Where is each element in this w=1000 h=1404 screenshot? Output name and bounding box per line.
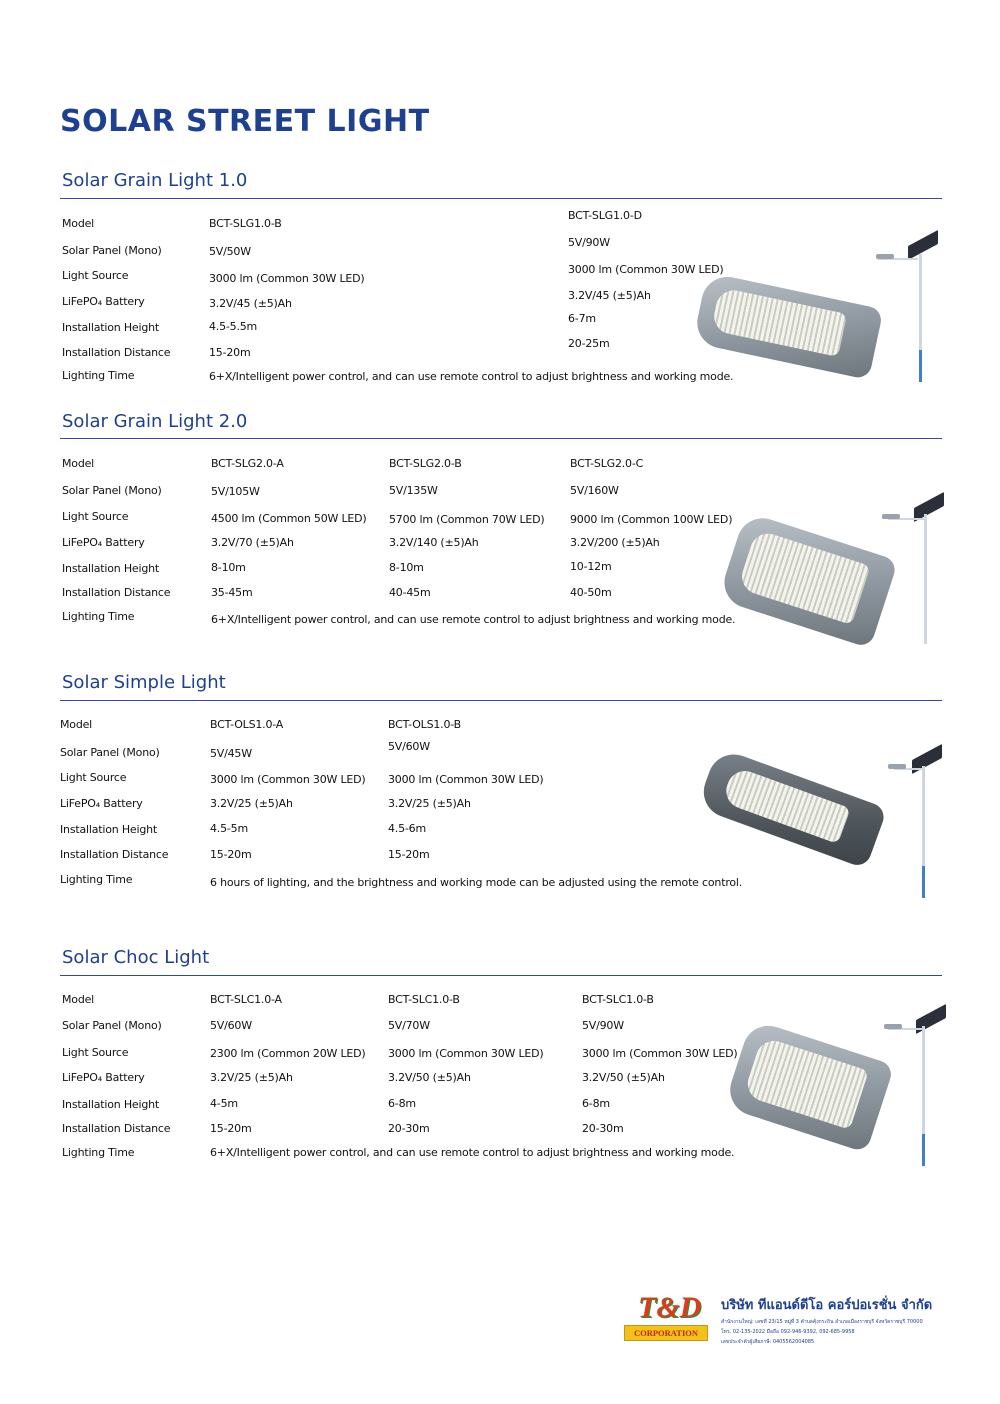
spec-distance: 40-50m bbox=[570, 586, 612, 599]
spec-height: 8-10m bbox=[389, 561, 424, 574]
spec-battery: 3.2V/70 (±5)Ah bbox=[211, 536, 294, 549]
spec-height: 4.5-5.5m bbox=[209, 320, 258, 333]
row-label-model: Model bbox=[62, 217, 95, 230]
spec-battery: 3.2V/45 (±5)Ah bbox=[568, 289, 651, 302]
row-label-distance: Installation Distance bbox=[62, 1122, 171, 1135]
section-title-simple: Solar Simple Light bbox=[62, 672, 226, 693]
section-title-choc: Solar Choc Light bbox=[62, 947, 210, 968]
spec-panel: 5V/90W bbox=[568, 236, 610, 249]
spec-model: BCT-SLC1.0-B bbox=[388, 993, 460, 1006]
row-label-light: Light Source bbox=[62, 510, 129, 523]
spec-panel: 5V/105W bbox=[211, 485, 260, 498]
spec-distance: 15-20m bbox=[388, 848, 430, 861]
row-label-lighting-time: Lighting Time bbox=[62, 610, 135, 623]
row-label-model: Model bbox=[62, 457, 95, 470]
section-divider bbox=[60, 700, 942, 701]
row-label-lighting-time: Lighting Time bbox=[62, 1146, 135, 1159]
spec-battery: 3.2V/140 (±5)Ah bbox=[389, 536, 479, 549]
spec-height: 4.5-5m bbox=[210, 822, 248, 835]
spec-panel: 5V/50W bbox=[209, 245, 251, 258]
row-label-height: Installation Height bbox=[62, 321, 159, 334]
spec-distance: 35-45m bbox=[211, 586, 253, 599]
spec-height: 6-7m bbox=[568, 312, 596, 325]
spec-panel: 5V/45W bbox=[210, 747, 252, 760]
spec-model: BCT-SLG1.0-D bbox=[568, 209, 642, 222]
spec-model: BCT-SLC1.0-B bbox=[582, 993, 654, 1006]
spec-height: 4.5-6m bbox=[388, 822, 426, 835]
spec-light: 2300 lm (Common 20W LED) bbox=[210, 1047, 366, 1060]
row-label-battery: LiFePO₄ Battery bbox=[62, 536, 145, 549]
spec-height: 4-5m bbox=[210, 1097, 238, 1110]
row-label-height: Installation Height bbox=[62, 562, 159, 575]
spec-light: 3000 lm (Common 30W LED) bbox=[209, 272, 365, 285]
row-label-lighting-time: Lighting Time bbox=[60, 873, 133, 886]
product-image-grain-2 bbox=[726, 490, 956, 650]
row-label-height: Installation Height bbox=[60, 823, 157, 836]
product-image-choc bbox=[728, 1008, 958, 1168]
logo-text: T&D bbox=[638, 1291, 702, 1324]
section-divider bbox=[60, 975, 942, 976]
page-title: SOLAR STREET LIGHT bbox=[60, 104, 430, 139]
spec-panel: 5V/60W bbox=[388, 740, 430, 753]
section-title-grain-1: Solar Grain Light 1.0 bbox=[62, 170, 248, 191]
spec-battery: 3.2V/25 (±5)Ah bbox=[210, 797, 293, 810]
spec-battery: 3.2V/50 (±5)Ah bbox=[582, 1071, 665, 1084]
spec-light: 3000 lm (Common 30W LED) bbox=[568, 263, 724, 276]
spec-lighting-time: 6+X/Intelligent power control, and can use remote control to adjust brightness and working mode. bbox=[209, 370, 734, 383]
spec-battery: 3.2V/50 (±5)Ah bbox=[388, 1071, 471, 1084]
row-label-battery: LiFePO₄ Battery bbox=[62, 1071, 145, 1084]
company-address: สำนักงานใหญ่: เลขที่ 23/15 หมู่ที่ 3 ตำบลคุ้งกระถิน อำเภอเมืองราชบุรี จังหวัดราชบุรี 70000 bbox=[721, 1319, 923, 1325]
row-label-panel: Solar Panel (Mono) bbox=[62, 484, 162, 497]
row-label-height: Installation Height bbox=[62, 1098, 159, 1111]
row-label-light: Light Source bbox=[62, 269, 129, 282]
row-label-panel: Solar Panel (Mono) bbox=[60, 746, 160, 759]
row-label-light: Light Source bbox=[62, 1046, 129, 1059]
spec-model: BCT-SLG1.0-B bbox=[209, 217, 282, 230]
spec-battery: 3.2V/25 (±5)Ah bbox=[210, 1071, 293, 1084]
row-label-battery: LiFePO₄ Battery bbox=[62, 295, 145, 308]
spec-panel: 5V/160W bbox=[570, 484, 619, 497]
spec-light: 3000 lm (Common 30W LED) bbox=[582, 1047, 738, 1060]
company-phone: โทร. 02-135-2022 มือถือ 092-946-9392, 092-685-9958 bbox=[721, 1329, 855, 1335]
spec-battery: 3.2V/200 (±5)Ah bbox=[570, 536, 660, 549]
row-label-model: Model bbox=[60, 718, 93, 731]
spec-panel: 5V/135W bbox=[389, 484, 438, 497]
company-logo bbox=[624, 1291, 706, 1343]
spec-lighting-time: 6 hours of lighting, and the brightness and working mode can be adjusted using the remote control. bbox=[210, 876, 743, 889]
row-label-distance: Installation Distance bbox=[62, 346, 171, 359]
spec-model: BCT-OLS1.0-A bbox=[210, 718, 284, 731]
spec-model: BCT-OLS1.0-B bbox=[388, 718, 462, 731]
row-label-distance: Installation Distance bbox=[60, 848, 169, 861]
spec-height: 6-8m bbox=[388, 1097, 416, 1110]
row-label-panel: Solar Panel (Mono) bbox=[62, 244, 162, 257]
row-label-distance: Installation Distance bbox=[62, 586, 171, 599]
spec-battery: 3.2V/25 (±5)Ah bbox=[388, 797, 471, 810]
spec-light: 4500 lm (Common 50W LED) bbox=[211, 512, 367, 525]
spec-distance: 15-20m bbox=[210, 1122, 252, 1135]
logo-subtext: CORPORATION bbox=[624, 1325, 708, 1341]
spec-light: 5700 lm (Common 70W LED) bbox=[389, 513, 545, 526]
spec-distance: 15-20m bbox=[210, 848, 252, 861]
spec-model: BCT-SLG2.0-A bbox=[211, 457, 284, 470]
section-divider bbox=[60, 438, 942, 439]
spec-light: 3000 lm (Common 30W LED) bbox=[388, 1047, 544, 1060]
spec-panel: 5V/90W bbox=[582, 1019, 624, 1032]
row-label-light: Light Source bbox=[60, 771, 127, 784]
spec-light: 3000 lm (Common 30W LED) bbox=[210, 773, 366, 786]
company-name: บริษัท ทีแอนด์ดีโอ คอร์ปอเรชั่น จำกัด bbox=[721, 1298, 933, 1313]
spec-battery: 3.2V/45 (±5)Ah bbox=[209, 297, 292, 310]
spec-model: BCT-SLC1.0-A bbox=[210, 993, 282, 1006]
product-image-grain-1 bbox=[690, 228, 950, 388]
spec-height: 8-10m bbox=[211, 561, 246, 574]
section-title-grain-2: Solar Grain Light 2.0 bbox=[62, 411, 248, 432]
company-tax-id: เลขประจำตัวผู้เสียภาษี: 0405562004085 bbox=[721, 1339, 815, 1345]
product-image-simple bbox=[698, 742, 948, 902]
spec-distance: 40-45m bbox=[389, 586, 431, 599]
spec-model: BCT-SLG2.0-C bbox=[570, 457, 644, 470]
row-label-battery: LiFePO₄ Battery bbox=[60, 797, 143, 810]
row-label-model: Model bbox=[62, 993, 95, 1006]
spec-lighting-time: 6+X/Intelligent power control, and can use remote control to adjust brightness and working mode. bbox=[210, 1146, 735, 1159]
row-label-lighting-time: Lighting Time bbox=[62, 369, 135, 382]
spec-height: 10-12m bbox=[570, 560, 612, 573]
spec-model: BCT-SLG2.0-B bbox=[389, 457, 462, 470]
spec-lighting-time: 6+X/Intelligent power control, and can use remote control to adjust brightness and working mode. bbox=[211, 613, 736, 626]
row-label-panel: Solar Panel (Mono) bbox=[62, 1019, 162, 1032]
spec-panel: 5V/70W bbox=[388, 1019, 430, 1032]
spec-distance: 15-20m bbox=[209, 346, 251, 359]
spec-distance: 20-30m bbox=[582, 1122, 624, 1135]
spec-panel: 5V/60W bbox=[210, 1019, 252, 1032]
spec-light: 9000 lm (Common 100W LED) bbox=[570, 513, 733, 526]
spec-distance: 20-25m bbox=[568, 337, 610, 350]
spec-height: 6-8m bbox=[582, 1097, 610, 1110]
spec-distance: 20-30m bbox=[388, 1122, 430, 1135]
spec-light: 3000 lm (Common 30W LED) bbox=[388, 773, 544, 786]
section-divider bbox=[60, 198, 942, 199]
